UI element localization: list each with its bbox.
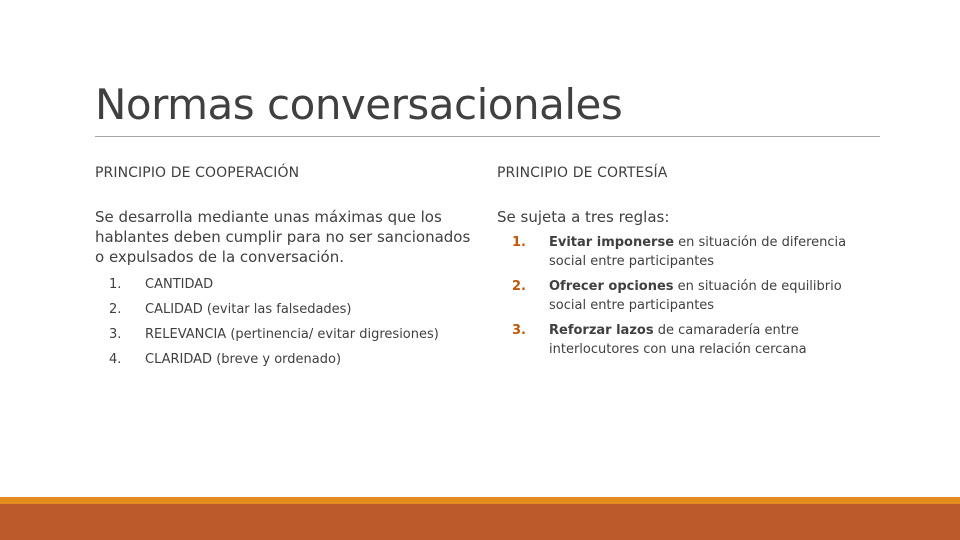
rule-keyword: Ofrecer opciones <box>549 279 674 294</box>
list-item-text <box>549 233 879 271</box>
rule-description: de camaradería entre interlocutores con una relación cercana <box>549 323 807 357</box>
rule-keyword: Evitar imponerse <box>549 235 675 250</box>
list-item-text: CLARIDAD (breve y ordenado) <box>145 352 342 367</box>
list-item <box>497 233 897 271</box>
list-item <box>95 277 439 302</box>
list-item-number: 1. <box>512 235 526 250</box>
list-item-number: 4. <box>109 352 122 367</box>
list-item-number: 3. <box>109 327 122 342</box>
list-item-number: 2. <box>512 279 526 294</box>
title-divider <box>95 136 880 137</box>
cooperation-heading: PRINCIPIO DE COOPERACIÓN <box>95 165 300 181</box>
list-item-text <box>549 277 879 315</box>
list-item <box>497 321 897 359</box>
list-item-text <box>549 321 879 359</box>
footer-band <box>0 504 960 540</box>
cooperation-maxims-list <box>95 277 439 377</box>
list-item-text: CALIDAD (evitar las falsedades) <box>145 302 352 317</box>
cooperation-intro: Se desarrolla mediante unas máximas que los hablantes deben cumplir para no ser sancionados o expulsados de la conversación. <box>95 208 471 266</box>
list-item-text: CANTIDAD <box>145 277 214 292</box>
list-item <box>95 302 439 327</box>
rule-description: en situación de equilibrio social entre participantes <box>549 279 842 313</box>
rule-description: en situación de diferencia social entre participantes <box>549 235 847 269</box>
slide-title: Normas conversacionales <box>95 80 623 129</box>
courtesy-rules-list <box>497 233 897 365</box>
list-item <box>95 327 439 352</box>
courtesy-heading: PRINCIPIO DE CORTESÍA <box>497 165 668 181</box>
list-item-number: 2. <box>109 302 122 317</box>
list-item <box>497 277 897 315</box>
rule-keyword: Reforzar lazos <box>549 323 654 338</box>
list-item-number: 1. <box>109 277 122 292</box>
footer-accent-band <box>0 497 960 504</box>
list-item-number: 3. <box>512 323 526 338</box>
list-item <box>95 352 439 377</box>
list-item-text: RELEVANCIA (pertinencia/ evitar digresiones) <box>145 327 439 342</box>
courtesy-intro: Se sujeta a tres reglas: <box>497 208 670 226</box>
